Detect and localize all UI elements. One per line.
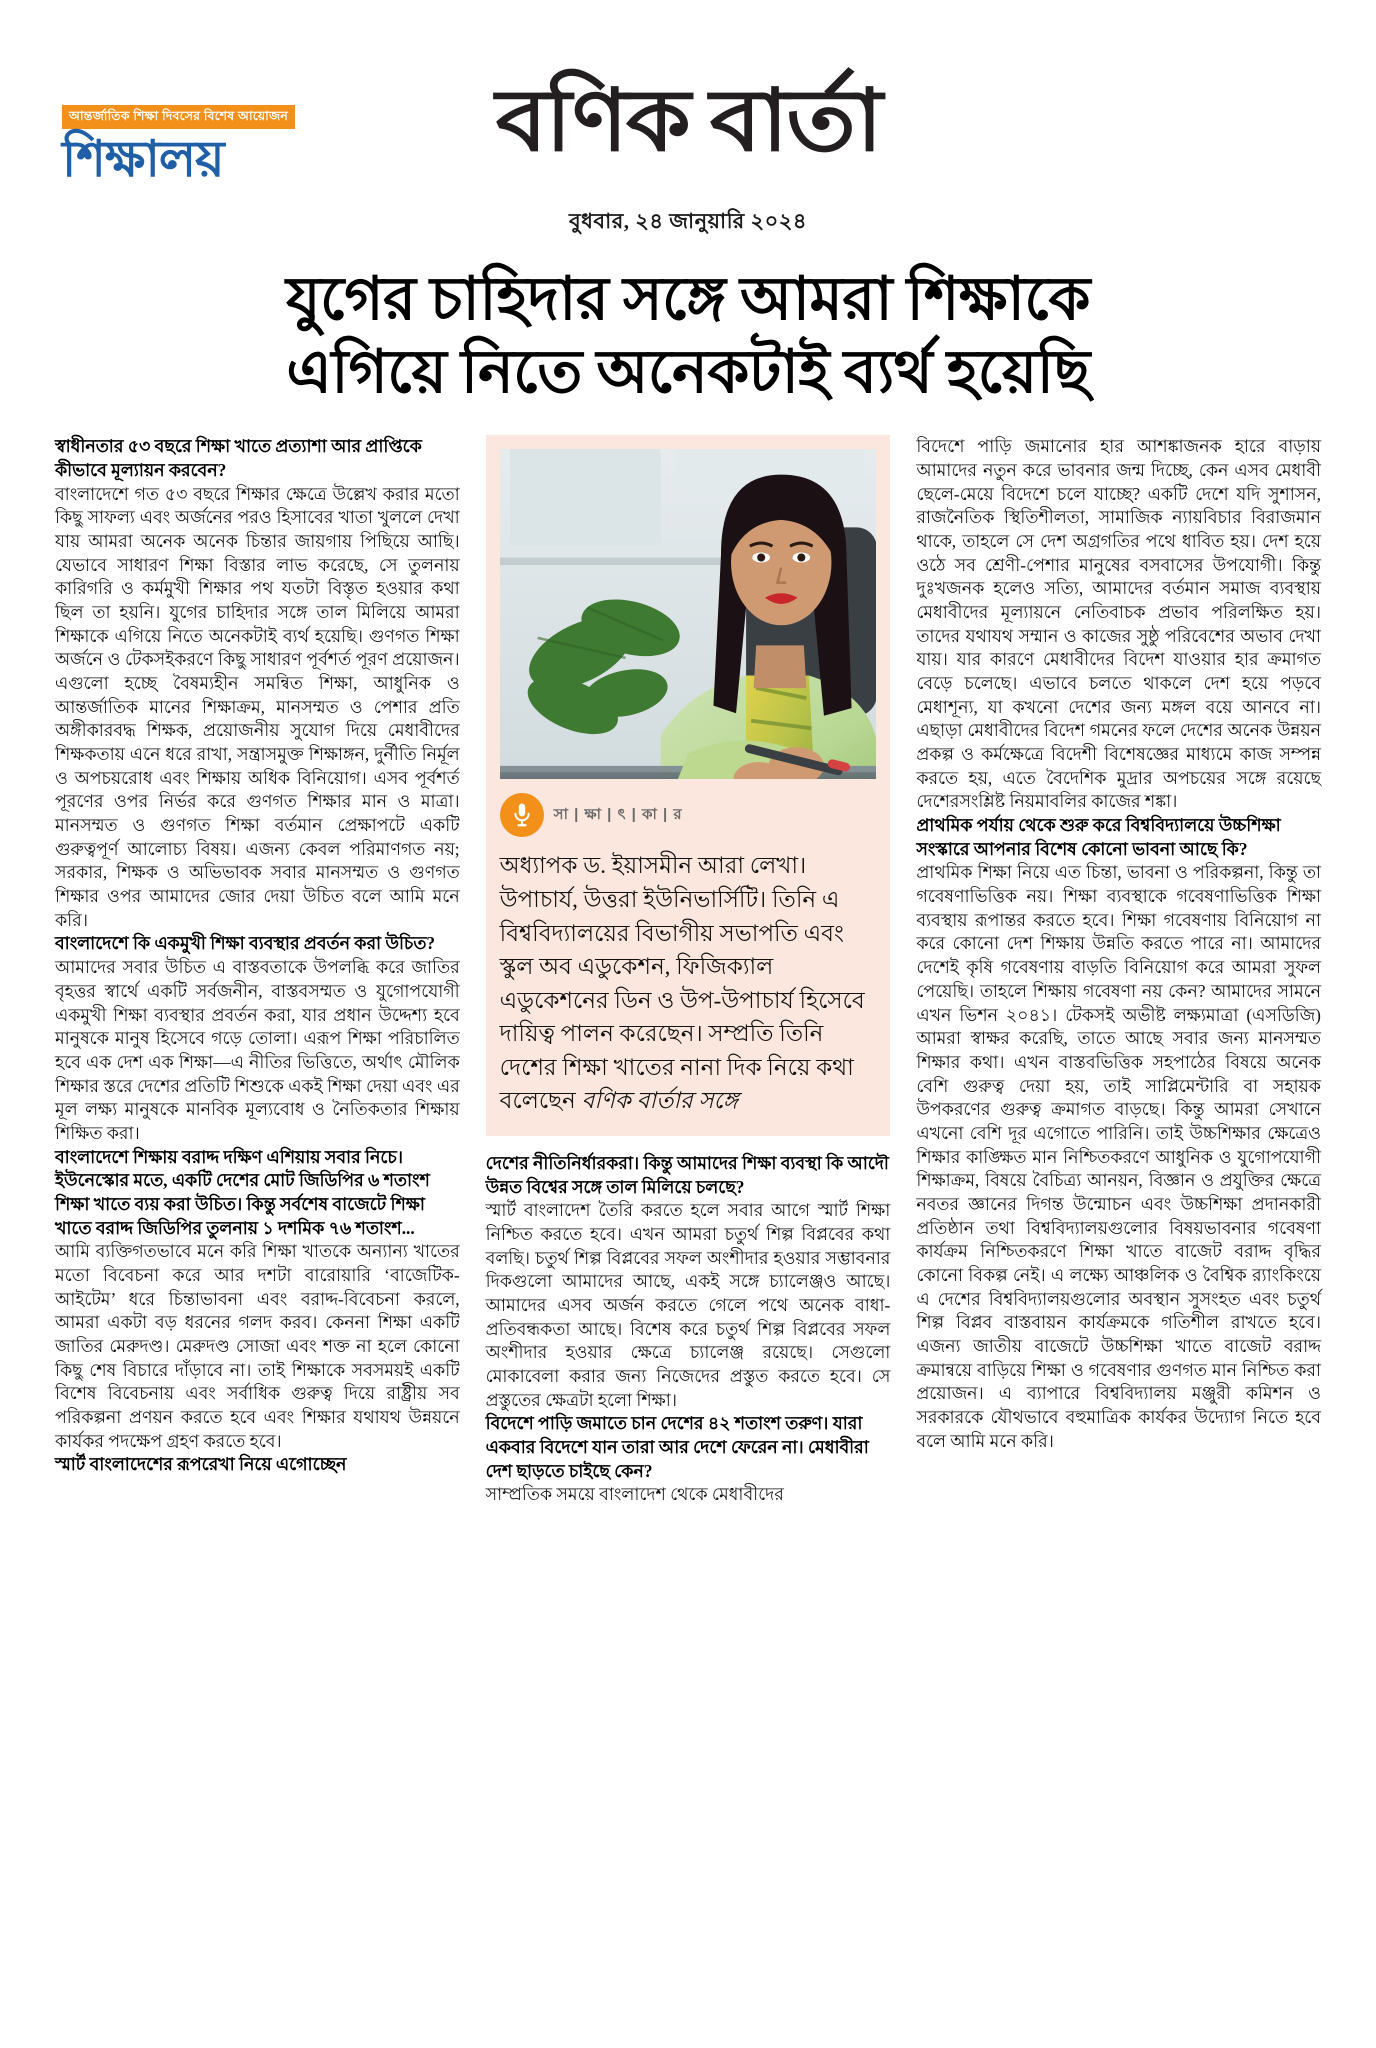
interview-feature-box <box>486 435 891 1136</box>
question-heading: স্বাধীনতার ৫৩ বছরে শিক্ষা খাতে প্রত্যাশা আর প্রাপ্তিকে কীভাবে মূল্যায়ন করবেন? <box>55 436 422 481</box>
question-heading: বাংলাদেশে কি একমুখী শিক্ষা ব্যবস্থার প্রবর্তন করা উচিত? <box>55 933 436 954</box>
headline-line-1: যুগের চাহিদার সঙ্গে আমরা শিক্ষাকে <box>286 266 1090 332</box>
answer-paragraph: স্মার্ট বাংলাদেশ তৈরি করতে হলে সবার আগে স্মার্ট শিক্ষা নিশ্চিত করতে হবে। এখন আমরা চতুর্থ শিল্প বিপ্লবের কথা বলছি। চতুর্থ শিল্প বিপ্লবের সফল অংশীদার হওয়ার সম্ভাবনার দিকগুলো আমাদের আছে, একই সঙ্গে চ্যালেঞ্জও আছে। আমাদের এসব অর্জন করতে গেলে পথে অনেক বাধা-প্রতিবন্ধকতা আছে। বিশেষ করে চতুর্থ শিল্প বিপ্লবের সফল অংশীদার হওয়ার ক্ষেত্রে চ্যালেঞ্জ রয়েছে। সেগুলো মোকাবেলা করার জন্য নিজেদের প্রস্তুত করতে হবে। সে প্রস্তুতের ক্ষেত্রটা হলো শিক্ষা। <box>485 1200 891 1410</box>
question-heading: দেশের নীতিনির্ধারকরা। কিন্তু আমাদের শিক্ষা ব্যবস্থা কি আদৌ উন্নত বিশ্বের সঙ্গে তাল মিলিয়ে চলছে? <box>485 1153 889 1197</box>
interviewee-bio <box>500 849 877 1118</box>
question-heading: বিদেশে পাড়ি জমাতে চান দেশের ৪২ শতাংশ তরুণ। যারা একবার বিদেশে যান তারা আর দেশে ফেরেন না। মেধাবীরা দেশ ছাড়তে চাইছে কেন? <box>485 1413 869 1481</box>
bio-tail: সঙ্গে <box>692 1088 739 1114</box>
answer-paragraph: আমি ব্যক্তিগতভাবে মনে করি শিক্ষা খাতকে অন্যান্য খাতের মতো বিবেচনা করে আর দশটা বারোয়ারি ‘বাজেটিক-আইটেম’ ধরে চিন্তাভাবনা এবং বরাদ্দ-বিবেচনা করলে, আমরা একটা বড় ধরনের গলদ করব। কেননা শিক্ষা একটি জাতির মেরুদণ্ড। মেরুদণ্ড সোজা এবং শক্ত না হলে কোনো কিছু শেষ বিচারে দাঁড়াবে না। তাই শিক্ষাকে সবসময়ই একটি বিশেষ বিবেচনায় এবং সর্বাধিক গুরুত্ব দিয়ে রাষ্ট্রীয় সব পরিকল্পনা প্রণয়ন করতে হবে এবং শিক্ষার যথাযথ উন্নয়নে কার্যকর পদক্ষেপ গ্রহণ করতে হবে। <box>55 1241 460 1451</box>
paper-name: বণিক বার্তা <box>495 73 881 169</box>
special-edition-kicker: আন্তর্জাতিক শিক্ষা দিবসের বিশেষ আয়োজন <box>62 105 295 129</box>
question-heading: প্রাথমিক পর্যায় থেকে শুরু করে বিশ্ববিদ্যালয়ে উচ্চশিক্ষা সংস্কারে আপনার বিশেষ কোনো ভাবনা আছে কি? <box>916 815 1281 859</box>
answer-paragraph: প্রাথমিক শিক্ষা নিয়ে এত চিন্তা, ভাবনা ও পরিকল্পনা, কিন্তু তা গবেষণাভিত্তিক নয়। শিক্ষা ব্যবস্থাকে গবেষণাভিত্তিক শিক্ষা ব্যবস্থায় রূপান্তর করতে হবে। শিক্ষা গবেষণায় বিনিয়োগ না করে কোনো দেশ শিক্ষায় উন্নতি করতে পারে না। আমাদের দেশেই কৃষি গবেষণায় বাড়তি বিনিয়োগ করে আমরা সুফল পেয়েছি। তাহলে শিক্ষায় গবেষণা নয় কেন? আমাদের সামনে এখন ভিশন ২০৪১। টেকসই অভীষ্ট লক্ষ্যমাত্রা (এসডিজি) আমরা স্বাক্ষর করেছি, তাতে আছে সবার জন্য মানসম্মত শিক্ষার কথা। এখন বাস্তবভিত্তিক সহপাঠের বিষয়ে অনেক বেশি গুরুত্ব দেয়া হয়, তাই সাপ্লিমেন্টারি বা সহায়ক উপকরণের গুরুত্ব ক্রমাগত বাড়ছে। কিন্তু আমরা সেখানে এখনো বেশি দূর এগোতে পারিনি। তাই উচ্চশিক্ষার ক্ষেত্রেও শিক্ষার কাঙ্ক্ষিত মান নিশ্চিতকরণে আধুনিক ও যুগোপযোগী শিক্ষাক্রম, বিষয়ে বৈচিত্র্য আনয়ন, বিজ্ঞান ও প্রযুক্তির ক্ষেত্রে নবতর জ্ঞানের দিগন্ত উন্মোচন এবং উচ্চশিক্ষা প্রদানকারী প্রতিষ্ঠান তথা বিশ্ববিদ্যালয়গুলোর বিষয়ভাবনার গবেষণা কার্যক্রম নিশ্চিতকরণে শিক্ষা খাতে বাজেট বরাদ্দ বৃদ্ধির কোনো বিকল্প নেই। এ লক্ষ্যে আঞ্চলিক ও বৈশ্বিক র‍্যাংকিংয়ে এ দেশের বিশ্ববিদ্যালয়গুলোর অবস্থান সুসংহত এবং চতুর্থ শিল্প বিপ্লব বাস্তবায়ন কার্যক্রমকে গতিশীল রাখতে হবে। এজন্য জাতীয় বাজেটে উচ্চশিক্ষা খাতে বাজেট বরাদ্দ ক্রমান্বয়ে বাড়িয়ে শিক্ষা ও গবেষণার গুণগত মান নিশ্চিত করা প্রয়োজন। এ ব্যাপারে বিশ্ববিদ্যালয় মঞ্জুরী কমিশন ও সরকারকে যৌথভাবে বহুমাত্রিক কার্যকর উদ্যোগ নিতে হবে বলে আমি মনে করি। <box>916 862 1321 1451</box>
interviewee-photo <box>500 449 877 779</box>
middle-column-lower <box>486 1152 891 1507</box>
section-name: শিক্ষালয় <box>62 130 224 187</box>
answer-paragraph: আমাদের সবার উচিত এ বাস্তবতাকে উপলব্ধি করে জাতির বৃহত্তর স্বার্থে একটি সর্বজনীন, বাস্তবসম্মত ও যুগোপযোগী একমুখী শিক্ষা ব্যবস্থার প্রবর্তন করা, যার প্রধান উদ্দেশ্য হবে মানুষকে মানুষ হিসেবে গড়ে তোলা। এরূপ শিক্ষা পরিচালিত হবে এক দেশ এক শিক্ষা—এ নীতির ভিত্তিতে, অর্থাৎ মৌলিক শিক্ষার স্তরে দেশের প্রতিটি শিশুকে একই শিক্ষা দেয়া এবং এর মূল লক্ষ্য মানুষকে মানবিক মূল্যবোধ ও নৈতিকতার শিক্ষায় শিক্ষিত করা। <box>55 957 460 1143</box>
question-heading: বাংলাদেশে শিক্ষায় বরাদ্দ দক্ষিণ এশিয়ায় সবার নিচে। ইউনেস্কোর মতে, একটি দেশের মোট জিডিপির ৬ শতাংশ শিক্ষা খাতে ব্যয় করা উচিত। কিন্তু সর্বশেষ বাজেটে শিক্ষা খাতে বরাদ্দ জিডিপির তুলনায় ১ দশমিক ৭৬ শতাংশ... <box>55 1146 430 1238</box>
column-middle <box>486 435 891 1507</box>
bio-text: অধ্যাপক ড. ইয়াসমীন আরা লেখা। উপাচার্য, উত্তরা ইউনিভার্সিটি। তিনি এ বিশ্ববিদ্যালয়ের বিভাগীয় সভাপতি এবং স্কুল অব এডুকেশন, ফিজিক্যাল এডুকেশনের ডিন ও উপ-উপাচার্য হিসেবে দায়িত্ব পালন করেছেন। সম্প্রতি তিনি দেশের শিক্ষা খাতের নানা দিক নিয়ে কথা বলেছেন <box>499 853 865 1114</box>
column-left <box>55 435 460 1507</box>
column-right <box>916 435 1321 1507</box>
masthead <box>0 0 1376 245</box>
paper-logo <box>0 73 1376 169</box>
answer-paragraph: বাংলাদেশে গত ৫৩ বছরে শিক্ষার ক্ষেত্রে উল্লেখ করার মতো কিছু সাফল্য এবং অর্জনের পরও হিসাবের খাতা খুললে দেখা যায় আমরা অনেক অনেক চিন্তার জায়গায় পিছিয়ে আছি। যেভাবে সাধারণ শিক্ষা বিস্তার লাভ করেছে, সে তুলনায় কারিগরি ও কর্মমুখী শিক্ষার পথ যতটা বিস্তৃত হওয়ার কথা ছিল তা হয়নি। যুগের চাহিদার সঙ্গে তাল মিলিয়ে আমরা শিক্ষাকে এগিয়ে নিতে অনেকটাই ব্যর্থ হয়েছি। গুণগত শিক্ষা অর্জনে ও টেকসইকরণে কিছু সাধারণ পূর্বশর্ত পূরণ প্রয়োজন। এগুলো হচ্ছে বৈষম্যহীন সমন্বিত শিক্ষা, আধুনিক ও আন্তর্জাতিক মানের শিক্ষাক্রম, মানসম্মত ও পেশার প্রতি অঙ্গীকারবদ্ধ শিক্ষক, প্রয়োজনীয় সুযোগ দিয়ে মেধাবীদের শিক্ষকতায় এনে ধরে রাখা, সন্ত্রাসমুক্ত শিক্ষাঙ্গন, দুর্নীতি নির্মূল ও অপচয়রোধ এবং শিক্ষায় অধিক বিনিয়োগ। এসব পূর্বশর্ত পূরণের ওপর নির্ভর করে গুণগত শিক্ষার মান ও মাত্রা। মানসম্মত ও গুণগত শিক্ষা বর্তমান প্রেক্ষাপটে একটি গুরুত্বপূর্ণ আলোচ্য বিষয়। এজন্য কেবল পরিমাণগত নয়; সরকার, শিক্ষক ও অভিভাবক সবার মানসম্মত ও গুণগত শিক্ষার ওপর আমাদের জোর দেয়া উচিত বলে আমি মনে করি। <box>55 483 460 930</box>
page-title <box>58 263 1318 409</box>
interview-label: সা | ক্ষা | ৎ | কা | র <box>553 805 683 823</box>
publication-date: বুধবার, ২৪ জানুয়ারি ২০২৪ <box>568 209 808 233</box>
microphone-icon <box>500 793 544 837</box>
answer-paragraph: সাম্প্রতিক সময়ে বাংলাদেশ থেকে মেধাবীদের <box>485 1484 784 1505</box>
answer-paragraph: বিদেশে পাড়ি জমানোর হার আশঙ্কাজনক হারে বাড়ায় আমাদের নতুন করে ভাবনার জন্ম দিচ্ছে, কেন এসব মেধাবী ছেলে-মেয়ে বিদেশে চলে যাচ্ছে? একটি দেশে যদি সুশাসন, রাজনৈতিক স্থিতিশীলতা, সামাজিক ন্যায়বিচার বিরাজমান থাকে, তাহলে সে দেশ অগ্রগতির পথে ধাবিত হয়। দেশ হয়ে ওঠে সব শ্রেণী-পেশার মানুষের বসবাসের উপযোগী। কিন্তু দুঃখজনক হলেও সত্যি, আমাদের বর্তমান সমাজ ব্যবস্থায় মেধাবীদের মূল্যায়নে নেতিবাচক প্রভাব পরিলক্ষিত হয়। তাদের যথাযথ সম্মান ও কাজের সুষ্ঠু পরিবেশের অভাব দেখা যায়। যার কারণে মেধাবীদের বিদেশ যাওয়ার হার ক্রমাগত বেড়ে চলেছে। এভাবে চলতে থাকলে দেশ হয়ে পড়বে মেধাশূন্য, যা কখনো দেশের জন্য মঙ্গল বয়ে আনবে না। এছাড়া মেধাবীদের বিদেশ গমনের ফলে দেশের অনেক উন্নয়ন প্রকল্প ও কর্মক্ষেত্রে বিদেশী বিশেষজ্ঞের মাধ্যমে কাজ সম্পন্ন করতে হয়, এতে বৈদেশিক মুদ্রার অপচয়ের সঙ্গে রয়েছে দেশেরসংশ্লিষ্ট নিয়মাবলির কাজের শঙ্কা। <box>916 436 1321 812</box>
article-body <box>55 435 1321 1507</box>
question-heading: স্মার্ট বাংলাদেশের রূপরেখা নিয়ে এগোচ্ছেন <box>55 1454 347 1475</box>
bio-publication-name: বণিক বার্তার <box>581 1088 693 1114</box>
interview-label-row <box>500 793 877 837</box>
headline-line-2: এগিয়ে নিতে অনেকটাই ব্যর্থ হয়েছি <box>286 339 1090 406</box>
